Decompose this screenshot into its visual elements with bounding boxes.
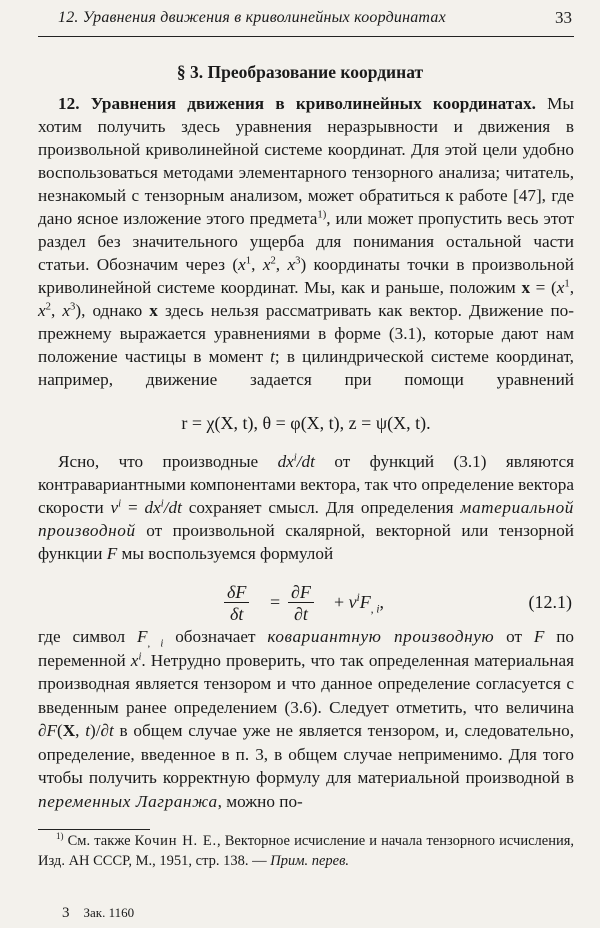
- footnote-divider: [38, 829, 150, 830]
- translator-note: Прим. перев.: [270, 852, 350, 869]
- term-covariant-derivative: ковариантную производную: [267, 627, 495, 646]
- footnote-mark: 1): [56, 831, 64, 842]
- footnote-marker: 1): [317, 209, 327, 221]
- fraction-rhs: $\frac{\partial F}{\partial t}$: [288, 582, 314, 625]
- fraction-lhs: $\frac{\delta F}{\delta t}$: [224, 582, 249, 625]
- running-head: 12. Уравнения движения в криволинейных координатах: [58, 9, 446, 26]
- main-text-3: [38, 625, 574, 813]
- term-lagrange-variables: переменных Лагранжа: [38, 791, 218, 811]
- signature-number: 3: [62, 905, 70, 921]
- running-header: [38, 6, 574, 37]
- equation-number: (12.1): [528, 592, 572, 612]
- cylindrical-equations: r = χ(X, t), θ = φ(X, t), z = ψ(X, t).: [181, 413, 431, 433]
- footnote: $^{1)}$ См. также Кочин Н. Е., Векторное исчисление и начала тензорного исчисления, Изд. АН СССР, М., 1951, стр. 138. — Прим. перев.: [38, 831, 575, 869]
- section-title: § 3. Преобразование координат: [176, 62, 424, 82]
- main-text: [38, 92, 574, 391]
- term-material-derivative: материальной производной: [38, 498, 574, 540]
- paragraph-covariant: где символ $F_{, i}$ обозначает ковариантную производную от F по переменной $x^i$. Нетрудно проверить, что так определенная материальная производная является тензором и что данное определение согласуется с введенным ранее определением (3.6). Следует отметить, что величина ∂F(X, t)/∂t в общем случае уже не является тензором, и, следовательно, определение, введенное в п. 3, в общем случае неприменимо. Для того чтобы получить корректную формулу для материальной производной в переменных Лагранжа, можно по-: [38, 627, 574, 811]
- paragraph-intro: 12. Уравнения движения в криволинейных координатах. Мы хотим получить здесь уравнения неразрывности и движения в произвольной криволинейной системе координат. Для этой цели удобно воспользоваться методами элементарного тензорного анализа; читатель, незнакомый с тензорным анализом, может обратиться к работе [47], где дано ясное изложение этого предмета$^{1)}$, или может пропустить весь этот раздел без значительного ущерба для понимания остальной части статьи. Обозначим через ($x^1$, $x^2$, $x^3$) координаты точки в произвольной криволинейной системе координат. Мы, как и раньше, положим $x = (x^1$, $x^2$, $x^3$), однако x здесь нельзя рассматривать как вектор. Движение по-прежнему выражается уравнениями в форме (3.1), которые дают нам положение частицы в момент t; в цилиндрической системе координат, например, движение задается при помощи уравнений: [38, 94, 575, 389]
- material-derivative-formula: $\frac{\delta F}{\delta t}$ = $\frac{\partial F}{\partial t}$ + $v^iF_{, i}$, (12.1): [38, 582, 574, 630]
- print-signature: [62, 905, 134, 922]
- footnote-author: Кочин Н. Е.: [134, 833, 217, 849]
- paragraph-derivatives: Ясно, что производные $dx^i/dt$ от функций (3.1) являются контравариантными компонентами вектора, так что определение вектора скорости $v^i = dx^i/dt$ сохраняет смысл. Для определения материальной производной от произвольной скалярной, векторной или тензорной функции F мы воспользуемся формулой: [38, 452, 575, 563]
- page-number: 33: [555, 8, 572, 27]
- subsection-heading: 12. Уравнения движения в криволинейных координатах.: [58, 94, 536, 113]
- order-number: Зак. 1160: [83, 905, 135, 920]
- main-text-2: [38, 450, 574, 565]
